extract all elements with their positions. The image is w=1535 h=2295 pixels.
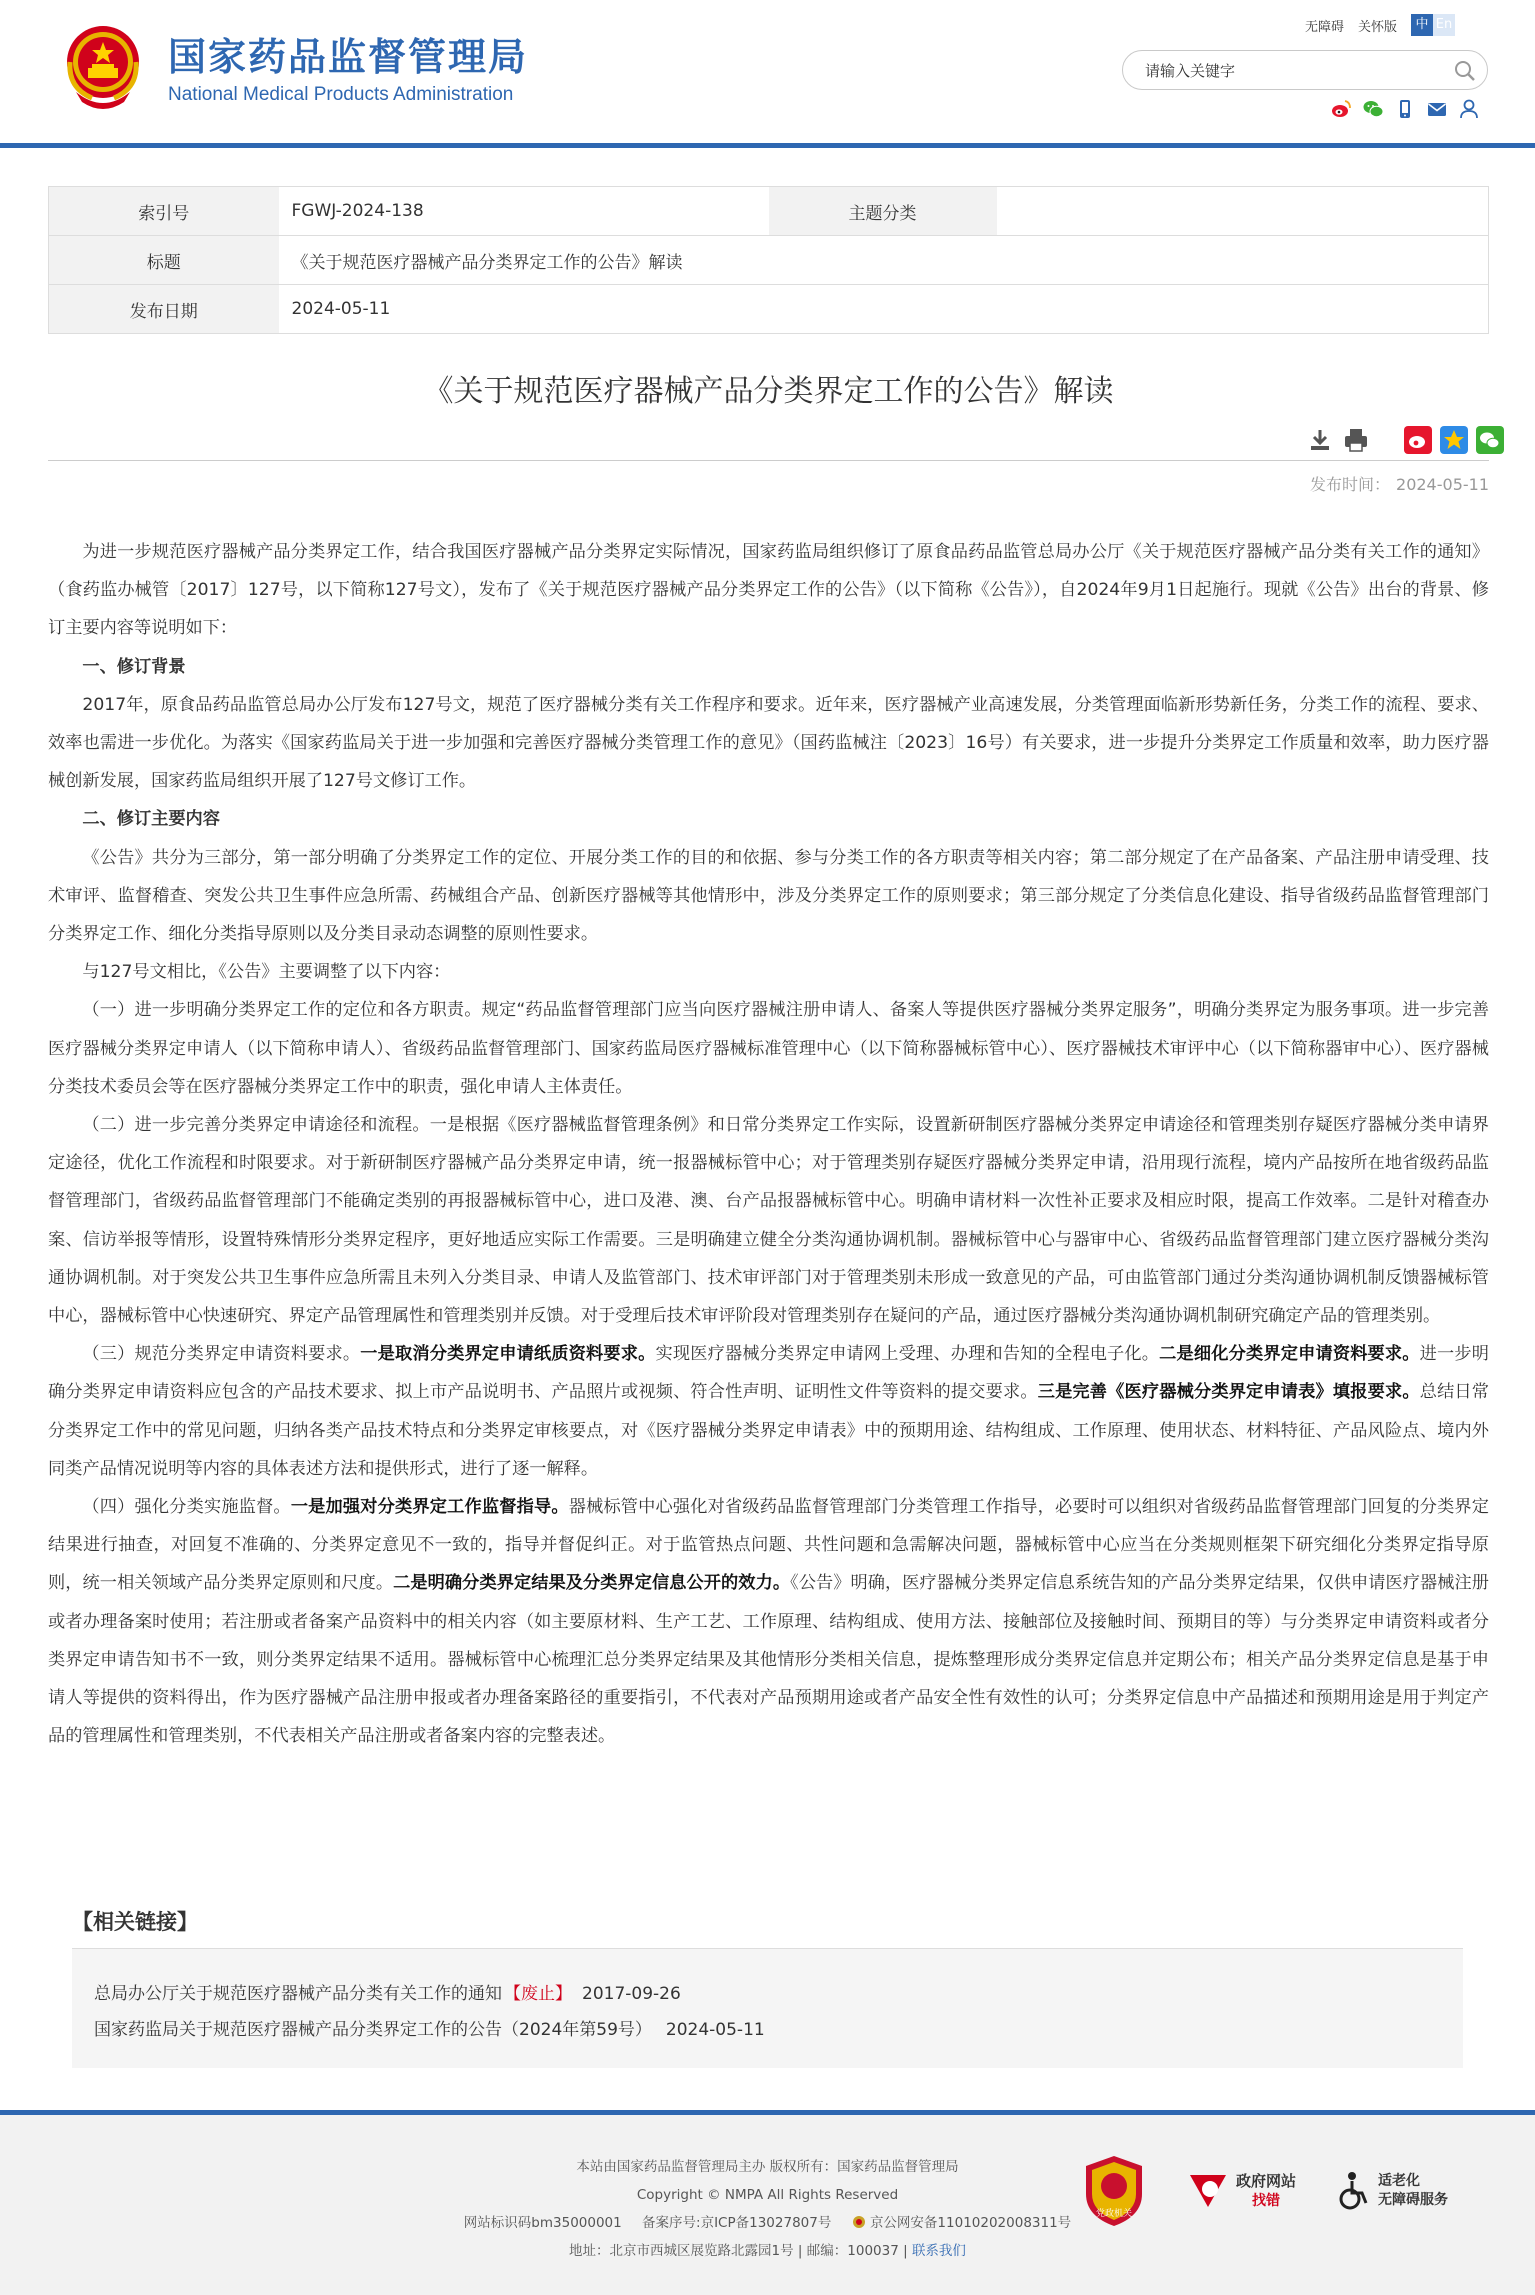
weibo-icon[interactable] xyxy=(1330,98,1352,120)
search-icon[interactable] xyxy=(1453,59,1477,83)
accessibility-badge-text xyxy=(1378,2172,1448,2210)
related-link-2-date: 2024-05-11 xyxy=(665,2020,765,2040)
elder-mode-link[interactable]: 关怀版 xyxy=(1358,19,1398,35)
social-links xyxy=(1330,98,1480,120)
top-links xyxy=(1305,14,1455,36)
bold-point: 三是完善《医疗器械分类界定申请表》填报要求。 xyxy=(1037,1382,1420,1403)
related-link-1-date: 2017-09-26 xyxy=(582,1984,681,2004)
section-heading: 一、修订背景 xyxy=(82,656,186,677)
share-wechat-icon[interactable] xyxy=(1476,426,1504,454)
paragraph xyxy=(48,1335,1489,1488)
bold-point: 一是加强对分类界定工作监督指导。 xyxy=(290,1497,569,1518)
paragraph-lead: （四）强化分类实施监督。 xyxy=(82,1497,291,1518)
bold-point: 二是细化分类界定申请资料要求。 xyxy=(1159,1344,1420,1365)
site-footer xyxy=(0,2110,1535,2295)
paragraph: 2017年，原食品药品监管总局办公厅发布127号文，规范了医疗器械分类有关工作程序和要求。近年来，医疗器械产业高速发展，分类管理面临新形势新任务，分类工作的流程、要求、效率也需进一步优化。为落实《国家药监局关于进一步加强和完善医疗器械分类管理工作的意见》（国药监械注〔2023〕16号）有关要求，进一步提升分类界定工作质量和效率，助力医疗器械创新发展，国家药监局组织开展了127号文修订工作。 xyxy=(48,694,1489,792)
publish-time xyxy=(1310,472,1489,495)
publish-time-label: 发布时间： xyxy=(1310,475,1391,494)
party-government-badge-icon[interactable] xyxy=(1082,2154,1146,2228)
bold-point: 一是取消分类界定申请纸质资料要求。 xyxy=(360,1344,656,1365)
article-title: 《关于规范医疗器械产品分类界定工作的公告》解读 xyxy=(423,374,1114,409)
document-info-table xyxy=(48,186,1489,334)
header-divider xyxy=(0,143,1535,148)
related-links-box xyxy=(72,1948,1463,2068)
paragraph: （一）进一步明确分类界定工作的定位和各方职责。规定“药品监督管理部门应当向医疗器械注册申请人、备案人等提供医疗器械分类界定服务”，明确分类界定为服务事项。进一步完善医疗器械分类界定申请人（以下简称申请人）、省级药品监督管理部门、国家药监局医疗器械标准管理中心（以下简称器械标管中心）、医疗器械技术审评中心（以下简称器审中心）、医疗器械分类技术委员会等在医疗器械分类界定工作中的职责，强化申请人主体责任。 xyxy=(48,1000,1489,1097)
paragraph-text: 器械标管中心强化对省级药品监督管理部门分类管理工作指导，必要时可以组织对省级药品监督管理部门回复的分类界定结果进行抽查，对回复不准确的、分类界定意见不一致的，指导并督促纠正。对于监管热点问题、共性问题和急需解决问题，器械标管中心应当在分类规则框架下研究细化分类界定指导原则，统一相关领域产品分类界定原则和尺度。 xyxy=(48,1497,1489,1594)
accessibility-badge-line2: 无障碍服务 xyxy=(1378,2192,1449,2208)
related-links-heading: 【相关链接】 xyxy=(72,1910,198,1934)
footer-address: 地址：北京市西城区展览路北露园1号 | 邮编：100037 | xyxy=(569,2243,908,2259)
accessibility-link[interactable]: 无障碍 xyxy=(1305,19,1345,35)
footer-divider xyxy=(0,2110,1535,2115)
paragraph xyxy=(48,1488,1489,1755)
wechat-icon[interactable] xyxy=(1362,98,1384,120)
paragraph-text: 《公告》明确，医疗器械分类界定信息系统告知的产品分类界定结果，仅供申请医疗器械注册或者办理备案时使用；若注册或者备案产品资料中的相关内容（如主要原材料、生产工艺、工作原理、结构组成、使用方法、接触部位及接触时间、预期目的等）与分类界定申请资料或者分类界定申请告知书不一致，则分类界定结果不适用。器械标管中心梳理汇总分类界定结果及其他情形分类相关信息，提炼整理形成分类界定信息并定期公布；相关产品分类界定信息是基于申请人等提供的资料得出，作为医疗器械产品注册申报或者办理备案路径的重要指引，不代表对产品预期用途或者产品安全性有效性的认可；分类界定信息中产品描述和预期用途是用于判定产品的管理属性和管理类别，不代表相关产品注册或者备案内容的完整表述。 xyxy=(48,1573,1489,1747)
related-link-1[interactable]: 总局办公厅关于规范医疗器械产品分类有关工作的通知 xyxy=(94,1984,502,2004)
national-emblem-icon[interactable] xyxy=(62,22,144,110)
bold-point: 二是明确分类界定结果及分类界定信息公开的效力。 xyxy=(393,1573,791,1594)
user-icon[interactable] xyxy=(1458,98,1480,120)
share-qzone-icon[interactable] xyxy=(1440,426,1468,454)
site-name-en[interactable]: National Medical Products Administration xyxy=(168,84,514,105)
footer-badges xyxy=(1082,2154,1448,2228)
info-row xyxy=(49,285,1489,334)
site-code: 网站标识码bm35000001 xyxy=(463,2215,622,2231)
icp-number[interactable]: 备案序号:京ICP备13027807号 xyxy=(642,2215,832,2231)
lang-en-button[interactable]: En xyxy=(1433,14,1455,36)
related-link-2[interactable]: 国家药监局关于规范医疗器械产品分类界定工作的公告（2024年第59号） xyxy=(94,2020,652,2040)
print-icon[interactable] xyxy=(1342,426,1370,454)
contact-us-link[interactable]: 联系我们 xyxy=(911,2243,966,2259)
site-name-cn[interactable]: 国家药品监督管理局 xyxy=(168,35,529,79)
footer-address-row xyxy=(0,2237,1535,2265)
search-box xyxy=(1122,50,1488,90)
paragraph-text: 实现医疗器械分类界定申请网上受理、办理和告知的全程电子化。 xyxy=(655,1344,1160,1365)
footer-copyright: Copyright © NMPA All Rights Reserved xyxy=(636,2187,899,2203)
index-label: 索引号 xyxy=(49,187,279,236)
search-input[interactable] xyxy=(1145,60,1425,82)
accessibility-badge-line1: 适老化 xyxy=(1378,2173,1421,2189)
title-label: 标题 xyxy=(49,236,279,285)
share-weibo-icon[interactable] xyxy=(1404,426,1432,454)
paragraph-text: 进一步明确分类界定申请资料应包含的产品技术要求、拟上市产品说明书、产品照片或视频、符合性声明、证明性文件等资料的提交要求。 xyxy=(48,1344,1489,1403)
site-header xyxy=(0,0,1535,148)
paragraph-text: 总结日常分类界定工作中的常见问题，归纳各类产品技术特点和分类界定审核要点，对《医疗器械分类界定申请表》中的预期用途、结构组成、工作原理、使用状态、材料特征、产品风险点、境内外同类产品情况说明等内容的具体表述方法和提供形式，进行了逐一解释。 xyxy=(48,1382,1489,1479)
error-report-icon xyxy=(1186,2169,1230,2213)
title-divider xyxy=(48,460,1489,461)
footer-sponsor: 本站由国家药品监督管理局主办 版权所有：国家药品监督管理局 xyxy=(576,2159,959,2175)
date-label: 发布日期 xyxy=(49,285,279,334)
party-badge-text: 党政机关 xyxy=(1095,2209,1133,2219)
police-record[interactable]: 京公网安备11010202008311号 xyxy=(869,2215,1072,2231)
paragraph: （二）进一步完善分类界定申请途径和流程。一是根据《医疗器械监督管理条例》和日常分类界定工作实际，设置新研制医疗器械分类界定申请途径和管理类别存疑医疗器械分类申请界定途径，优化工作流程和时限要求。对于新研制医疗器械产品分类界定申请，统一报器械标管中心；对于管理类别存疑医疗器械分类界定申请，沿用现行流程，境内产品按所在地省级药品监督管理部门，省级药品监督管理部门不能确定类别的再报器械标管中心，进口及港、澳、台产品报器械标管中心。明确申请材料一次性补正要求及相应时限，提高工作效率。二是针对稽查办案、信访举报等情形，设置特殊情形分类界定程序，更好地适应实际工作需要。三是明确建立健全分类沟通协调机制。器械标管中心与器审中心、省级药品监督管理部门建立医疗器械分类沟通协调机制。对于突发公共卫生事件应急所需且未列入分类目录、申请人及监管部门、技术审评部门对于管理类别未形成一致意见的产品，可由监管部门通过分类沟通协调机制反馈器械标管中心，器械标管中心快速研究、界定产品管理属性和管理类别并反馈。对于受理后技术审评阶段对管理类别存在疑问的产品，通过医疗器械分类沟通协调机制研究确定产品的管理类别。 xyxy=(48,1115,1489,1327)
wheelchair-icon xyxy=(1336,2171,1372,2211)
related-link-item xyxy=(94,2015,765,2040)
lang-cn-button[interactable]: 中 xyxy=(1411,14,1433,36)
title-value: 《关于规范医疗器械产品分类界定工作的公告》解读 xyxy=(279,236,1489,285)
mail-icon[interactable] xyxy=(1426,98,1448,120)
date-value: 2024-05-11 xyxy=(279,285,1489,334)
info-row xyxy=(49,236,1489,285)
mobile-icon[interactable] xyxy=(1394,98,1416,120)
gov-badge-text xyxy=(1236,2171,1296,2211)
language-switch xyxy=(1411,14,1455,36)
gov-badge-line2: 找错 xyxy=(1252,2193,1280,2209)
gov-badge-line1: 政府网站 xyxy=(1236,2172,1297,2190)
index-value: FGWJ-2024-138 xyxy=(279,187,769,236)
abolished-tag: 【废止】 xyxy=(504,1984,572,2004)
paragraph: 与127号文相比，《公告》主要调整了以下内容： xyxy=(82,962,451,983)
police-badge-icon xyxy=(852,2215,866,2229)
gov-site-error-report-badge[interactable] xyxy=(1186,2169,1296,2213)
article-toolbar xyxy=(1306,426,1504,454)
accessibility-service-badge[interactable] xyxy=(1336,2171,1448,2211)
info-row xyxy=(49,187,1489,236)
paragraph: 《公告》共分为三部分，第一部分明确了分类界定工作的定位、开展分类工作的目的和依据、参与分类工作的各方职责等相关内容；第二部分规定了在产品备案、产品注册申请受理、技术审评、监督稽查、突发公共卫生事件应急所需、药械组合产品、创新医疗器械等其他情形中，涉及分类界定工作的原则要求；第三部分规定了分类信息化建设、指导省级药品监督管理部门分类界定工作、细化分类指导原则以及分类目录动态调整的原则性要求。 xyxy=(48,847,1489,945)
topic-label: 主题分类 xyxy=(769,187,997,236)
paragraph-lead: （三）规范分类界定申请资料要求。 xyxy=(82,1344,361,1365)
topic-value xyxy=(997,187,1489,236)
article-body xyxy=(48,533,1489,1756)
section-heading: 二、修订主要内容 xyxy=(82,809,220,830)
publish-time-value: 2024-05-11 xyxy=(1396,475,1489,494)
download-icon[interactable] xyxy=(1306,426,1334,454)
related-link-item xyxy=(94,1979,681,2004)
paragraph: 为进一步规范医疗器械产品分类界定工作，结合我国医疗器械产品分类界定实际情况，国家药监局组织修订了原食品药品监管总局办公厅《关于规范医疗器械产品分类有关工作的通知》（食药监办械管〔2017〕127号，以下简称127号文），发布了《关于规范医疗器械产品分类界定工作的公告》（以下简称《公告》），自2024年9月1日起施行。现就《公告》出台的背景、修订主要内容等说明如下： xyxy=(48,542,1489,639)
